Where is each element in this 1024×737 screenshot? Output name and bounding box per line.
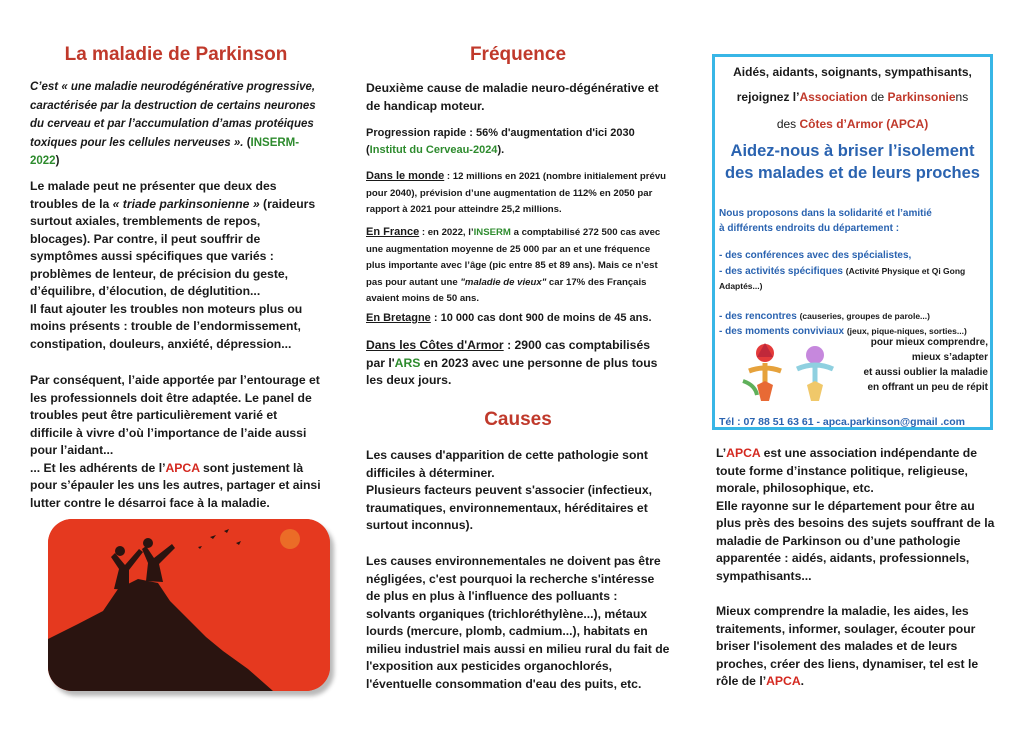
france-stat: En France : en 2022, l’INSERM a comptabilisé 272 500 cas avec une augmentation moyenne de 25 000 par an et une fréquence plus importante avec l’âge (pic entre 85 et 89 ans). Mais ce n’est pas pour autant une "maladie de vieux" car 17% des Français avaient moins de 50 ans. [366,226,661,304]
climbers-illustration [48,519,330,691]
box-proposals: Nous proposons dans la solidarité et l’amitié à différents endroits du département : [719,208,932,234]
section-title-frequence: Fréquence [469,44,567,65]
flower-people-logo-icon [735,337,845,403]
bretagne-stat: En Bretagne : 10 000 cas dont 900 de moins de 45 ans. [366,312,652,324]
intro-definition: C’est « une maladie neurodégénérative progressive, caractérisée par la destruction de certains neurones du cerveau et par l’accumulation d’amas protéiques toxiques pour les cellules nerveuses ». (INSERM-2022) [30,81,316,167]
box-slogan-1: Aidez-nous à briser l’isolement [730,142,975,160]
causes-paragraph-1: Les causes d'apparition de cette pathologie sont difficiles à déterminer. Plusieurs facteurs peuvent s'associer (infectieux, traumatiques, environnementaux, héréditaires et surtout inconnus). [366,448,653,532]
world-stat: Dans le monde : 12 millions en 2021 (nombre initialement prévu pour 2040), prévision d’une augmentation de 112% en 2050 par rapport à 2021 pour atteindre 25,2 millions. [366,170,667,215]
box-purpose-text: pour mieux comprendre, mieux s’adapter et aussi oublier la maladie en offrant un peu de répit [863,337,988,393]
frequence-intro: Deuxième cause de maladie neuro-dégénérative et de handicap moteur. [366,81,659,113]
apca-callout-box [712,54,993,430]
help-paragraph: Par conséquent, l’aide apportée par l’entourage et les professionnels doit être adaptée. Le panel de troubles peut être particulièrement varié et difficile à vivre d’où l’importance de l’aide aussi pour l’aidant... ... Et les adhérents de l’APCA sont justement là pour s’épauler les uns les autres, partager et ainsi lutter contre le désarroi face à la maladie. [30,373,321,510]
box-contact: Tél : 07 88 51 63 61 - apca.parkinson@gmail .com [719,416,966,428]
list-item: - des conférences avec des spécialistes, [719,250,912,261]
progression-stat: Progression rapide : 56% d'augmentation d'ici 2030 (Institut du Cerveau-2024). [366,127,635,156]
helping-hand-silhouette-icon [48,519,330,691]
box-audience-line: Aidés, aidants, soignants, sympathisants, [733,65,972,79]
box-cotes-line: des Côtes d’Armor (APCA) [776,117,929,131]
box-activities-list [719,249,986,340]
box-slogan-2: des malades et de leurs proches [725,164,980,182]
section-title-causes: Causes [484,409,552,430]
list-item: - des moments conviviaux (jeux, pique-niques, sorties...) [719,326,967,337]
apca-about-paragraph: L’APCA est une association indépendante de toute forme d’instance politique, religieuse, morale, philosophique, etc. Elle rayonne sur le département pour être au plus près des besoins des sujets souffrant de la maladie de Parkinson ou d’une pathologie apparentée : aidés, aidants, professionnels, sympathisants... [716,446,995,583]
inserm-source: INSERM-2022 [30,136,300,167]
list-item: - des rencontres (causeries, groupes de parole...) [719,310,930,322]
section-title-parkinson: La maladie de Parkinson [64,44,288,65]
box-join-line: rejoignez l’Association de Parkinsoniens [736,90,969,104]
cotes-armor-stat: Dans les Côtes d'Armor : 2900 cas comptabilisés par l'ARS en 2023 avec une personne de plus tous les deux jours. [366,338,658,387]
causes-paragraph-2: Les causes environnementales ne doivent pas être négligées, c'est pourquoi la recherche s'intéresse de plus en plus à l'influence des polluants : solvants organiques (trichloréthylène...), métaux lourds (mercure, plomb, cadmium...), habitats en milieu industriel mais aussi en milieu rural du fait de l'exposition aux pesticides organochlorés, l'éventuelle consommation d'eau des puits, etc. [366,554,670,691]
apca-mission-paragraph: Mieux comprendre la maladie, les aides, les traitements, informer, soulager, écouter pour briser l'isolement des malades et de leurs proches, créer des liens, dynamiser, tel est le rôle de l’APCA. [716,604,979,688]
symptoms-paragraph: Le malade peut ne présenter que deux des troubles de la « triade parkinsonienne » (raideurs surtout axiales, tremblements de repos, blocages). Par contre, il peut souffrir de symptômes aussi spécifiques que variés : problèmes de lenteur, de précision du geste, d’équilibre, d’élocution, de déglutition... Il faut ajouter les troubles non moteurs plus ou moins présents : trouble de l’endormissement, constipation, douleurs, anxiété, dépression... [30,179,316,351]
list-item: - des activités spécifiques (Activité Physique et Qi Gong Adaptés...) [719,265,966,291]
